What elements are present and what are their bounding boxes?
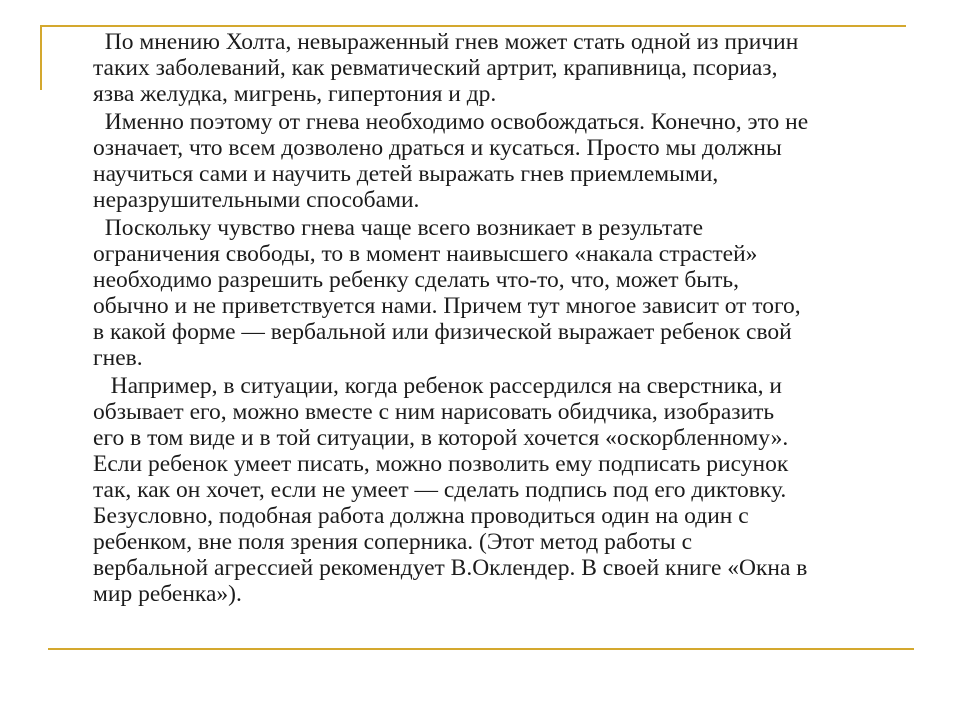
text-line: Поскольку чувство гнева чаще всего возникает в результате xyxy=(93,215,704,241)
text-line: так, как он хочет, если не умеет — сделать подпись под его диктовку. xyxy=(93,477,787,503)
paragraph-4 xyxy=(93,373,913,607)
slide-body-text xyxy=(93,29,913,609)
left-decorative-rule xyxy=(40,25,42,90)
text-line: Именно поэтому от гнева необходимо освобождаться. Конечно, это не xyxy=(93,109,809,135)
bottom-decorative-rule xyxy=(48,648,914,650)
text-line: Безусловно, подобная работа должна проводиться один на один с xyxy=(93,503,749,529)
text-line: обзывает его, можно вместе с ним нарисовать обидчика, изобразить xyxy=(93,399,775,425)
paragraph-3 xyxy=(93,215,913,371)
text-line: вербальной агрессией рекомендует В.Оклендер. В своей книге «Окна в xyxy=(93,555,808,581)
text-line: По мнению Холта, невыраженный гнев может стать одной из причин xyxy=(93,29,799,55)
paragraph-2 xyxy=(93,109,913,213)
text-line: обычно и не приветствуется нами. Причем тут многое зависит от того, xyxy=(93,293,801,319)
text-line: таких заболеваний, как ревматический артрит, крапивница, псориаз, xyxy=(93,55,778,81)
text-line: ограничения свободы, то в момент наивысшего «накала страстей» xyxy=(93,241,758,267)
text-line: Например, в ситуации, когда ребенок рассердился на сверстника, и xyxy=(93,373,782,399)
text-line: в какой форме — вербальной или физической выражает ребенок свой xyxy=(93,319,792,345)
text-line: язва желудка, мигрень, гипертония и др. xyxy=(93,81,497,107)
text-line: его в том виде и в той ситуации, в которой хочется «оскорбленному». xyxy=(93,425,789,451)
text-line: необходимо разрешить ребенку сделать что-то, что, может быть, xyxy=(93,267,739,293)
text-line: неразрушительными способами. xyxy=(93,187,420,213)
text-line: Если ребенок умеет писать, можно позволить ему подписать рисунок xyxy=(93,451,789,477)
text-line: ребенком, вне поля зрения соперника. (Этот метод работы с xyxy=(93,529,693,555)
text-line: научиться сами и научить детей выражать гнев приемлемыми, xyxy=(93,161,719,187)
text-line: гнев. xyxy=(93,345,143,371)
text-line: означает, что всем дозволено драться и кусаться. Просто мы должны xyxy=(93,135,782,161)
text-line: мир ребенка»). xyxy=(93,581,242,607)
top-decorative-rule xyxy=(40,25,906,27)
paragraph-1 xyxy=(93,29,913,107)
